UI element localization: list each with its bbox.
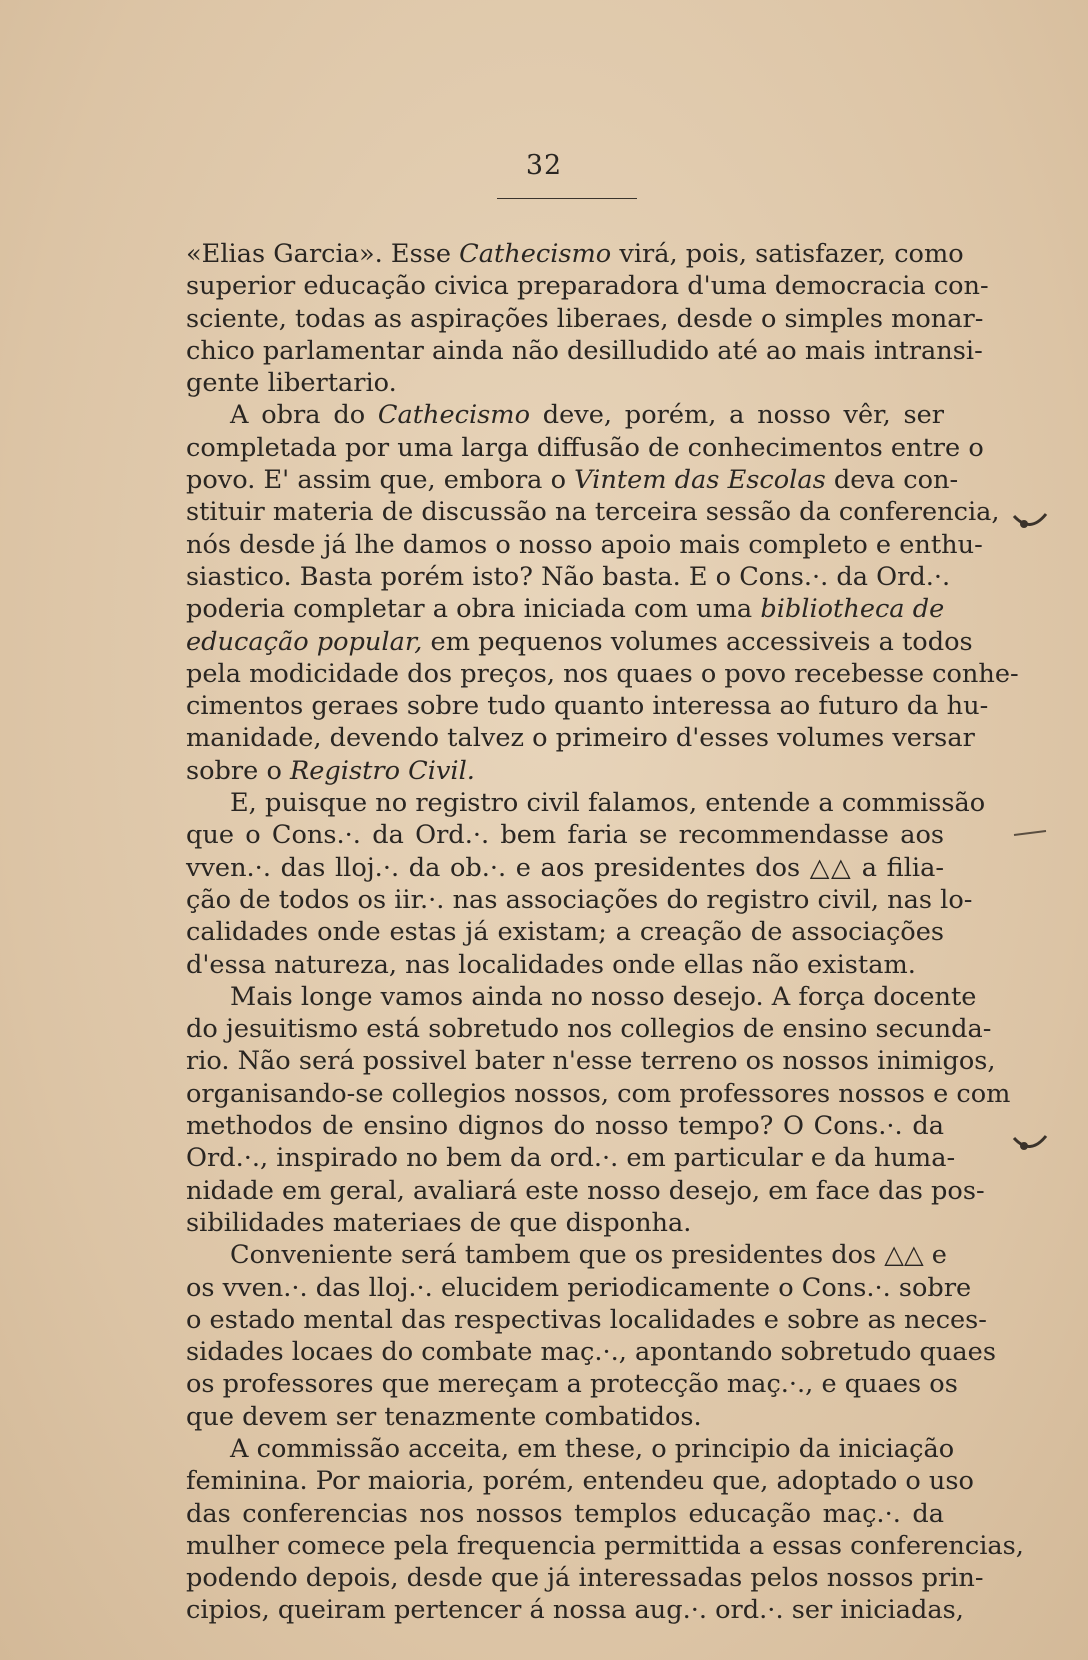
binding-mark-icon — [1012, 510, 1048, 532]
text-line: completada por uma larga diffusão de conhecimentos entre o — [186, 432, 984, 463]
text-line: manidade, devendo talvez o primeiro d'esses volumes versar — [186, 723, 975, 754]
text-line: Ord.·., inspirado no bem da ord.·. em particular e da huma- — [186, 1143, 956, 1174]
text-line: o estado mental das respectivas localidades e sobre as neces- — [186, 1304, 987, 1335]
text-line: poderia completar a obra iniciada com uma bibliotheca de — [186, 594, 945, 625]
text-line: mulher comece pela frequencia permittida a essas conferencias, — [186, 1530, 1024, 1561]
text-line: stituir materia de discussão na terceira sessão da conferencia, — [186, 497, 1000, 528]
text-line: d'essa natureza, nas localidades onde ellas não existam. — [186, 949, 916, 980]
text-line: calidades onde estas já existam; a creação de associações — [186, 917, 944, 948]
text-line: sciente, todas as aspirações liberaes, desde o simples monar- — [186, 303, 984, 334]
text-line: sibilidades materiaes de que disponha. — [186, 1207, 692, 1238]
text-line: superior educação civica preparadora d'uma democracia con- — [186, 271, 989, 302]
body-text — [186, 238, 1024, 1627]
text-line: podendo depois, desde que já interessadas pelos nossos prin- — [186, 1563, 984, 1594]
text-line: nós desde já lhe damos o nosso apoio mais completo e enthu- — [186, 529, 983, 560]
text-line: chico parlamentar ainda não desilludido até ao mais intransi- — [186, 335, 983, 366]
text-line: feminina. Por maioria, porém, entendeu que, adoptado o uso — [186, 1466, 974, 1497]
text-line: das conferencias nos nossos templos educação maç.·. da — [186, 1498, 944, 1529]
text-line: organisando-se collegios nossos, com professores nossos e com — [186, 1078, 1011, 1109]
text-line: Mais longe vamos ainda no nosso desejo. A força docente — [230, 981, 977, 1012]
text-line: pela modicidade dos preços, nos quaes o povo recebesse conhe- — [186, 658, 1019, 689]
text-line: vven.·. das lloj.·. da ob.·. e aos presidentes dos △△ a filia- — [186, 852, 944, 883]
text-line: gente libertario. — [186, 368, 397, 399]
binding-mark-icon — [1012, 824, 1048, 834]
page-number: 32 — [525, 150, 563, 181]
text-line: do jesuitismo está sobretudo nos collegios de ensino secunda- — [186, 1014, 992, 1045]
binding-mark-icon — [1012, 1132, 1048, 1154]
text-line: sidades locaes do combate maç.·., apontando sobretudo quaes — [186, 1337, 996, 1368]
header-rule — [497, 198, 637, 199]
text-line: os vven.·. das lloj.·. elucidem periodicamente o Cons.·. sobre — [186, 1272, 972, 1303]
text-line: siastico. Basta porém isto? Não basta. E o Cons.·. da Ord.·. — [186, 561, 951, 592]
text-line: rio. Não será possivel bater n'esse terreno os nossos inimigos, — [186, 1046, 996, 1077]
text-line: A obra do Cathecismo deve, porém, a nosso vêr, ser — [230, 400, 944, 431]
text-line: os professores que mereçam a protecção maç.·., e quaes os — [186, 1369, 958, 1400]
text-line: ção de todos os iir.·. nas associações do registro civil, nas lo- — [186, 884, 973, 915]
text-line: sobre o Registro Civil. — [186, 755, 475, 786]
text-line: cimentos geraes sobre tudo quanto interessa ao futuro da hu- — [186, 691, 989, 722]
text-line: Conveniente será tambem que os presidentes dos △△ e — [230, 1240, 947, 1271]
text-line: nidade em geral, avaliará este nosso desejo, em face das pos- — [186, 1175, 985, 1206]
text-line: povo. E' assim que, embora o Vintem das Escolas deva con- — [186, 465, 959, 496]
text-line: methodos de ensino dignos do nosso tempo? O Cons.·. da — [186, 1111, 944, 1142]
text-line: cipios, queiram pertencer á nossa aug.·. ord.·. ser iniciadas, — [186, 1595, 964, 1626]
text-line: «Elias Garcia». Esse Cathecismo virá, pois, satisfazer, como — [186, 239, 964, 269]
text-line: que devem ser tenazmente combatidos. — [186, 1401, 702, 1432]
text-line: A commissão acceita, em these, o principio da iniciação — [230, 1433, 955, 1464]
text-line: educação popular, em pequenos volumes accessiveis a todos — [186, 626, 973, 657]
text-line: que o Cons.·. da Ord.·. bem faria se recommendasse aos — [186, 820, 944, 851]
text-line: E, puisque no registro civil falamos, entende a commissão — [230, 788, 986, 819]
